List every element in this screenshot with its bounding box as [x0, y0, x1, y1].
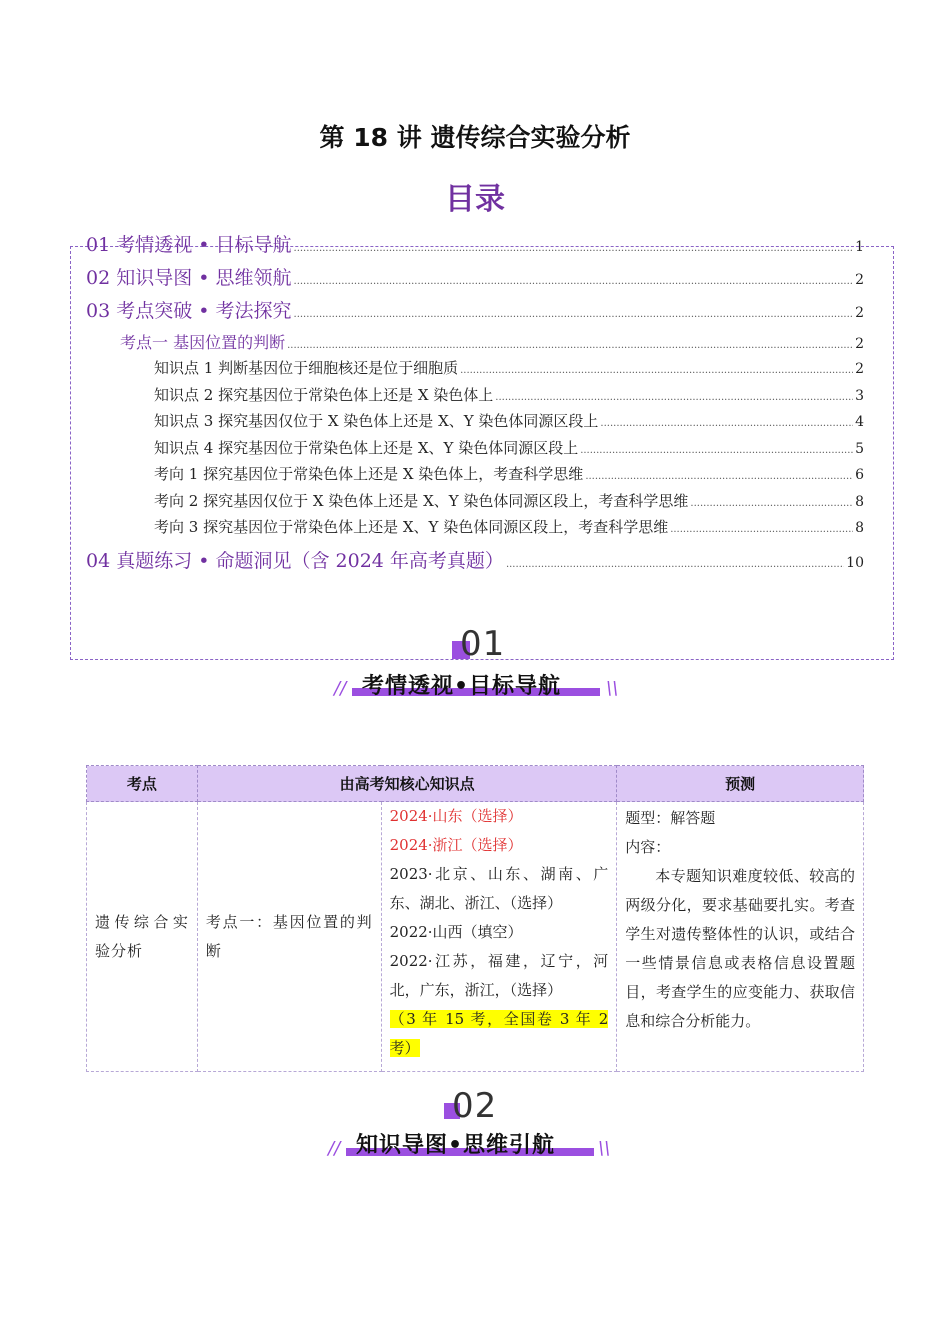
toc-entry[interactable]	[86, 263, 864, 290]
toc-leader-dots	[287, 340, 853, 351]
toc-leader-dots	[600, 418, 853, 429]
toc-entry-page: 2	[855, 272, 864, 288]
exam-analysis-table	[86, 765, 864, 1072]
exam-2024-shandong: 2024·山东（选择）	[389, 807, 523, 825]
toc-entry-label: 考向 2 探究基因仅位于 X 染色体上还是 X、Y 染色体同源区段上，考查科学思维	[154, 492, 689, 510]
topic-text: 遗传综合实验分析	[95, 912, 189, 960]
toc-entry-page: 3	[855, 388, 864, 404]
toc-entry[interactable]	[86, 546, 864, 573]
toc-leader-dots	[506, 559, 844, 570]
toc-entry-label: 知识点 2 探究基因位于常染色体上还是 X 染色体上	[154, 386, 494, 404]
toc-entry-label: 考点一 基因位置的判断	[120, 333, 286, 352]
toc-leader-dots	[294, 309, 854, 320]
toc-leader-dots	[585, 471, 853, 482]
toc-entry-label: 知识点 3 探究基因仅位于 X 染色体上还是 X、Y 染色体同源区段上	[154, 412, 599, 430]
toc-leader-dots	[294, 276, 854, 287]
toc-entry[interactable]	[154, 463, 864, 484]
toc-leader-dots	[690, 498, 853, 509]
exam-frequency-highlight: （3 年 15 考，全国卷 3 年 2 考）	[389, 1010, 609, 1057]
toc-entry-label: 考向 1 探究基因位于常染色体上还是 X 染色体上，考查科学思维	[154, 465, 584, 483]
slash-left-icon: //	[334, 678, 347, 699]
cell-point	[197, 802, 381, 1072]
cell-topic	[87, 802, 198, 1072]
toc-entry-label: 01 考情透视 • 目标导航	[86, 234, 292, 256]
point-text: 考点一：基因位置的判断	[205, 912, 373, 960]
cell-exams	[381, 802, 617, 1072]
toc-entry[interactable]	[154, 384, 864, 405]
toc-leader-dots	[670, 524, 853, 535]
slash-left-icon: //	[328, 1138, 341, 1159]
toc-entry-label: 知识点 4 探究基因位于常染色体上还是 X、Y 染色体同源区段上	[154, 439, 579, 457]
toc-entry[interactable]	[154, 516, 864, 537]
slash-right-icon: \\	[598, 1138, 611, 1159]
exam-2022-list: 2022·江苏，福建，辽宁，河北，广东，浙江，（选择）	[389, 952, 609, 999]
toc-entry-label: 考向 3 探究基因位于常染色体上还是 X、Y 染色体同源区段上，考查科学思维	[154, 518, 669, 536]
toc-entry[interactable]	[154, 437, 864, 458]
section-title: 考情透视•目标导航	[362, 674, 562, 699]
header-knowledge: 由高考知核心知识点	[197, 766, 616, 802]
toc-entry-page: 2	[855, 305, 864, 321]
table-header-row	[87, 766, 864, 802]
toc-entry[interactable]	[86, 230, 864, 257]
toc-entry-page: 6	[855, 467, 864, 483]
prediction-content: 本专题知识难度较低、较高的两级分化，要求基础要扎实。考查学生对遗传整体性的认识，或结合一些情景信息或表格信息设置题目，考查学生的应变能力、获取信息和综合分析能力。	[625, 867, 855, 1030]
toc-entry-page: 8	[855, 494, 864, 510]
slash-right-icon: \\	[606, 678, 619, 699]
exam-frequency	[390, 1005, 609, 1063]
toc-entry-page: 2	[855, 361, 864, 377]
toc-leader-dots	[580, 445, 853, 456]
toc-entry-label: 04 真题练习 • 命题洞见（含 2024 年高考真题）	[86, 550, 504, 572]
cell-prediction	[617, 802, 864, 1072]
toc-entry-label: 知识点 1 判断基因位于细胞核还是位于细胞质	[154, 359, 459, 377]
exam-2023: 2023·北京、山东、湖南、广东、湖北、浙江、（选择）	[389, 865, 609, 912]
header-topic: 考点	[87, 766, 198, 802]
toc-entry[interactable]	[154, 490, 864, 511]
toc-entry-page: 8	[855, 520, 864, 536]
exam-2022-shanxi: 2022·山西（填空）	[389, 923, 523, 941]
toc-leader-dots	[294, 243, 854, 254]
toc-entry-page: 10	[846, 555, 864, 571]
exam-2024-zhejiang: 2024·浙江（选择）	[389, 836, 523, 854]
toc-entry-label: 03 考点突破 • 考法探究	[86, 300, 292, 322]
toc-entry-page: 5	[855, 441, 864, 457]
toc-entry[interactable]	[120, 330, 864, 353]
toc-entry-label: 02 知识导图 • 思维领航	[86, 267, 292, 289]
toc-entry-page: 1	[855, 239, 864, 255]
table-row	[87, 802, 864, 1072]
section-number: 02	[452, 1086, 498, 1126]
toc-entry[interactable]	[154, 357, 864, 378]
toc-leader-dots	[495, 392, 853, 403]
toc-entry-page: 2	[855, 336, 864, 352]
toc-entry[interactable]	[86, 296, 864, 323]
toc-entry[interactable]	[154, 410, 864, 431]
section-title: 知识导图•思维引航	[356, 1133, 556, 1158]
section-number: 01	[460, 624, 506, 664]
prediction-content-label: 内容：	[625, 838, 671, 856]
prediction-type: 题型：解答题	[625, 809, 716, 827]
toc-leader-dots	[460, 365, 853, 376]
toc-heading: 目录	[445, 182, 505, 217]
header-prediction: 预测	[617, 766, 864, 802]
toc-entry-page: 4	[855, 414, 864, 430]
page-title: 第 18 讲 遗传综合实验分析	[319, 123, 631, 152]
